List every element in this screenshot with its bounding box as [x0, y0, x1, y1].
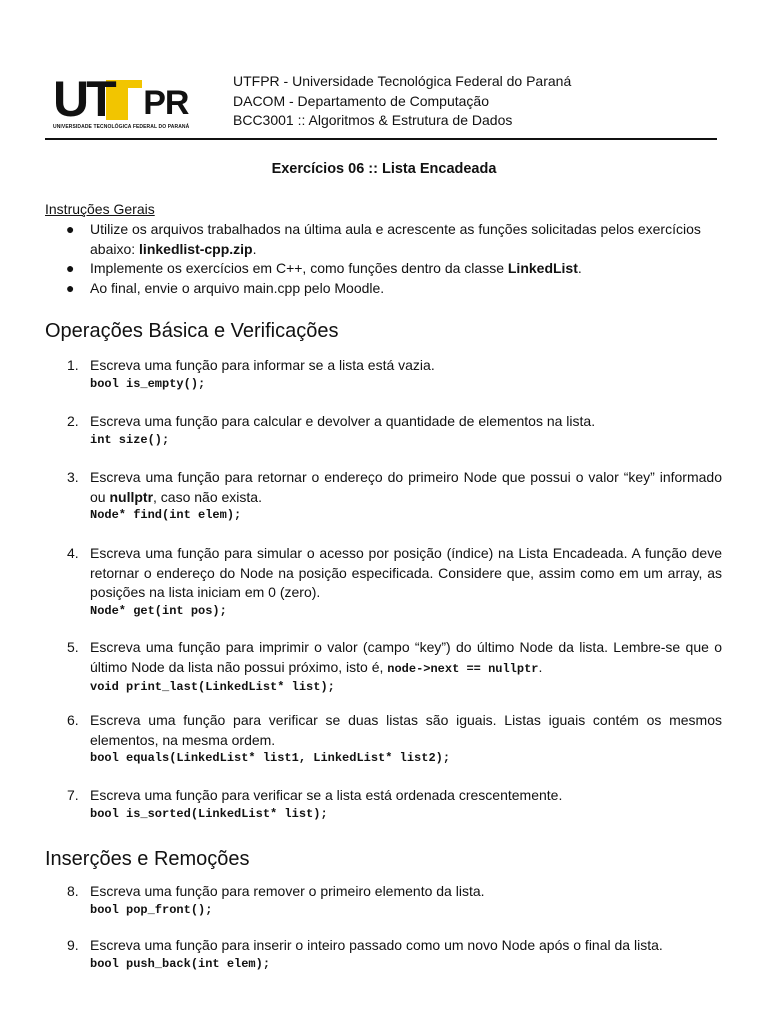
- bullet-icon: ●: [66, 260, 75, 276]
- function-signature: bool pop_front();: [90, 902, 213, 917]
- instruction-item: ● Utilize os arquivos trabalhados na última aula e acrescente as funções solicitadas pelos exercícios abaixo: linkedlist-cpp.zip.: [66, 221, 701, 257]
- function-signature: void print_last(LinkedList* list);: [90, 680, 335, 694]
- header-divider: [45, 138, 717, 140]
- university-line: UTFPR - Universidade Tecnológica Federal do Paraná: [233, 73, 572, 89]
- bullet-icon: ●: [66, 279, 75, 296]
- function-signature: bool equals(LinkedList* list1, LinkedList* list2);: [90, 751, 451, 765]
- function-signature: bool is_sorted(LinkedList* list);: [90, 806, 328, 821]
- exercise-9: 9. Escreva uma função para inserir o inteiro passado como um novo Node após o final da lista. bool push_back(int elem);: [45, 936, 722, 973]
- exercise-4: 4. Escreva uma função para simular o acesso por posição (índice) na Lista Encadeada. A função deve retornar o endereço do Node na posição especificada. Considere que, assim como em um array, as posições na lista iniciam em 0 (zero). Node* get(int pos);: [67, 545, 722, 618]
- institution-info: [233, 72, 571, 131]
- bullet-icon: ●: [66, 221, 75, 237]
- function-signature: bool push_back(int elem);: [90, 956, 271, 971]
- function-signature: Node* find(int elem);: [90, 508, 242, 522]
- exercise-2: 2. Escreva uma função para calcular e devolver a quantidade de elementos na lista. int size();: [45, 412, 722, 449]
- instruction-item: ● Implemente os exercícios em C++, como funções dentro da classe LinkedList.: [45, 259, 721, 279]
- exercise-7: 7. Escreva uma função para verificar se a lista está ordenada crescentemente. bool is_sorted(LinkedList* list);: [45, 786, 722, 823]
- zip-filename: linkedlist-cpp.zip: [139, 240, 253, 257]
- document-title: Exercícios 06 :: Lista Encadeada: [271, 161, 497, 177]
- exercise-5: 5. Escreva uma função para imprimir o valor (campo “key”) do último Node da lista. Lembre-se que o último Node da lista não possui próximo, isto é, node->next == nullptr. void print_last(LinkedList* list);: [67, 639, 722, 694]
- utfpr-logo: [53, 71, 203, 132]
- exercise-3: 3. Escreva uma função para retornar o endereço do primeiro Node que possui o valor “key” informado ou nullptr, caso não exista. Node* find(int elem);: [67, 469, 722, 522]
- course-line: BCC3001 :: Algoritmos & Estrutura de Dados: [233, 112, 513, 128]
- section-heading-insertions: Inserções e Remoções: [45, 848, 250, 870]
- exercise-8: 8. Escreva uma função para remover o primeiro elemento da lista. bool pop_front();: [45, 882, 722, 919]
- instruction-item: ● Ao final, envie o arquivo main.cpp pelo Moodle.: [45, 279, 721, 299]
- instructions-heading: Instruções Gerais: [45, 201, 155, 217]
- class-name: LinkedList: [507, 260, 578, 276]
- function-signature: bool is_empty();: [90, 376, 206, 391]
- logo-caption: UNIVERSIDADE TECNOLÓGICA FEDERAL DO PARANÁ: [53, 124, 190, 130]
- exercise-1: 1. Escreva uma função para informar se a lista está vazia. bool is_empty();: [45, 356, 722, 393]
- exercise-6: 6. Escreva uma função para verificar se duas listas são iguais. Listas iguais contém os mesmos elementos, na mesma ordem. bool equals(LinkedList* list1, LinkedList* list2);: [67, 712, 722, 765]
- function-signature: Node* get(int pos);: [90, 603, 227, 618]
- logo-wordmark: UT PR: [53, 71, 189, 127]
- section-heading-operations: Operações Básica e Verificações: [45, 320, 339, 342]
- document-header: [48, 70, 720, 140]
- function-signature: int size();: [90, 432, 170, 447]
- department-line: DACOM - Departamento de Computação: [233, 92, 489, 109]
- instructions-list: [45, 220, 721, 298]
